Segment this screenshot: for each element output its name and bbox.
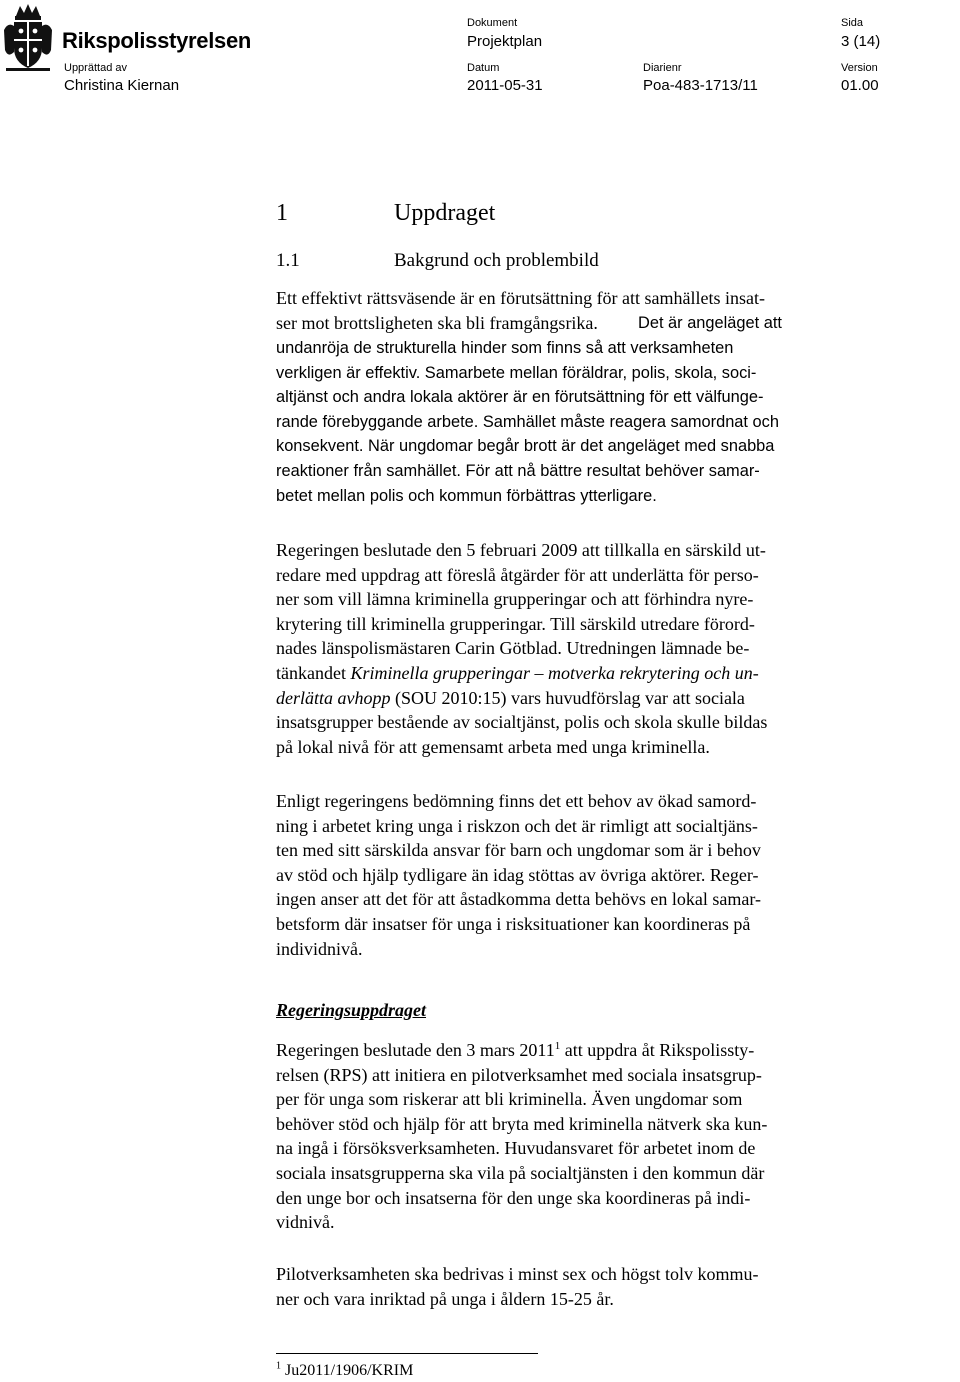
text-run: att uppdra åt Rikspolissty- [560,1040,755,1060]
paragraph-1b-first [638,311,888,336]
text-line: betet mellan polis och kommun förbättras ytterligare. [276,486,657,505]
text-line-with-title [276,661,876,686]
value-diarienr: Poa-483-1713/11 [643,77,758,94]
label-sida: Sida [841,17,864,29]
text-line: vidnivå. [276,1212,335,1233]
text-run: Regeringen beslutade den 3 mars 2011 [276,1040,555,1060]
section-title: Uppdraget [394,200,496,226]
subsection-heading [276,250,599,272]
text-line: altjänst och andra lokala aktörer är en förutsättning för ett välfunge- [276,388,764,407]
text-line: verkligen är effektiv. Samarbete mellan föräldrar, polis, skola, soci- [276,363,757,382]
text-line: nades länspolismästaren Carin Götblad. Utredningen lämnade be- [276,638,750,659]
text-line: den unge bor och insatserna för den unge ska koordineras på indi- [276,1187,751,1208]
text-line: sociala insatsgrupperna ska vila på socialtjänsten i den kommun där [276,1162,765,1183]
text-line: krytering till kriminella grupperingar. Till särskild utredare förord- [276,613,755,634]
text-line: ning i arbetet kring unga i riskzon och det är rimligt att socialtjäns- [276,815,758,836]
value-upprattad-av: Christina Kiernan [64,77,180,94]
text-line: ten med sitt särskilda ansvar för barn och ungdomar som är i behov [276,840,761,861]
text-line: betsform där insatser för unga i risksituationer kan koordineras på [276,913,751,934]
label-upprattad-av: Upprättad av [64,62,127,74]
text-line: relsen (RPS) att initiera en pilotverksamhet med sociala insatsgrup- [276,1064,762,1085]
text-line: individnivå. [276,938,363,959]
text-run: (SOU 2010:15) vars huvudförslag var att sociala [390,687,745,708]
footnote-ref[interactable]: 1 [554,1040,561,1052]
text-line: redare med uppdrag att föreslå åtgärder för att underlätta för perso- [276,564,759,585]
value-sida: 3 (14) [841,33,881,50]
text-line: ingen anser att det för att åstadkomma detta behövs en lokal samar- [276,889,761,910]
text-line: behöver stöd och hjälp för att bryta med kriminella nätverk ska kun- [276,1113,768,1134]
paragraph-5 [276,1262,876,1311]
text-line: Pilotverksamheten ska bedrivas i minst sex och högst tolv kommu- [276,1264,759,1284]
footnote [276,1362,413,1380]
crest-icon [2,2,54,74]
footnote-divider [276,1353,538,1354]
footnote-mark: 1 [276,1360,281,1372]
text-line: per för unga som riskerar att bli kriminella. Även ungdomar som [276,1089,743,1110]
brand-name: Rikspolisstyrelsen [62,28,252,53]
text-line: konsekvent. När ungdomar begår brott är det angeläget med snabba [276,437,775,456]
text-line: Det är angeläget att [638,314,782,332]
text-line: ner och vara inriktad på unga i åldern 15-25 år. [276,1288,614,1309]
value-dokument: Projektplan [467,33,543,50]
paragraph-2 [276,538,876,759]
paragraph-1b [276,336,876,508]
text-line-with-title [276,686,876,711]
text-line: av stöd och hjälp tydligare än idag stöttas av övriga aktörer. Reger- [276,864,759,885]
text-line: Regeringen beslutade den 5 februari 2009 att tillkalla en särskild ut- [276,540,766,560]
paragraph-3 [276,789,876,961]
label-diarienr: Diarienr [643,62,682,74]
text-run: tänkandet [276,662,351,683]
report-title-cont: derlätta avhopp [276,687,391,708]
subheading-regeringsuppdraget: Regeringsuppdraget [276,1000,427,1020]
text-line: rande förebyggande arbete. Samhället måste reagera samordnat och [276,412,779,431]
text-line: på lokal nivå för att gemensamt arbeta med unga kriminella. [276,736,710,757]
text-line: undanröja de strukturella hinder som finns så att verksamheten [276,339,734,357]
subsection-title: Bakgrund och problembild [394,250,599,271]
label-datum: Datum [467,62,500,74]
footnote-text: Ju2011/1906/KRIM [285,1362,414,1379]
section-number: 1 [276,200,288,226]
text-line: ner som vill lämna kriminella grupperingar och att förhindra nyre- [276,589,754,610]
text-line: ser mot brottsligheten ska bli framgångsrika. [276,312,598,333]
text-line: reaktioner från samhället. För att nå bättre resultat behöver samar- [276,461,760,480]
text-line: na ingå i försöksverksamheten. Huvudansvaret för arbetet inom de [276,1138,756,1159]
paragraph-4 [276,1038,876,1235]
label-dokument: Dokument [467,17,518,29]
text-line-with-footnote [276,1038,876,1063]
section-heading [276,200,495,227]
value-version: 01.00 [841,77,879,94]
subsection-number: 1.1 [276,250,300,271]
text-line: insatsgrupper bestående av socialtjänst, polis och skola skulle bildas [276,712,768,733]
value-datum: 2011-05-31 [467,77,543,94]
text-line: Enligt regeringens bedömning finns det ett behov av ökad samord- [276,791,757,811]
text-line: Ett effektivt rättsväsende är en förutsättning för att samhällets insat- [276,288,766,308]
label-version: Version [841,62,878,74]
report-title: Kriminella grupperingar – motverka rekrytering och un- [350,662,759,683]
